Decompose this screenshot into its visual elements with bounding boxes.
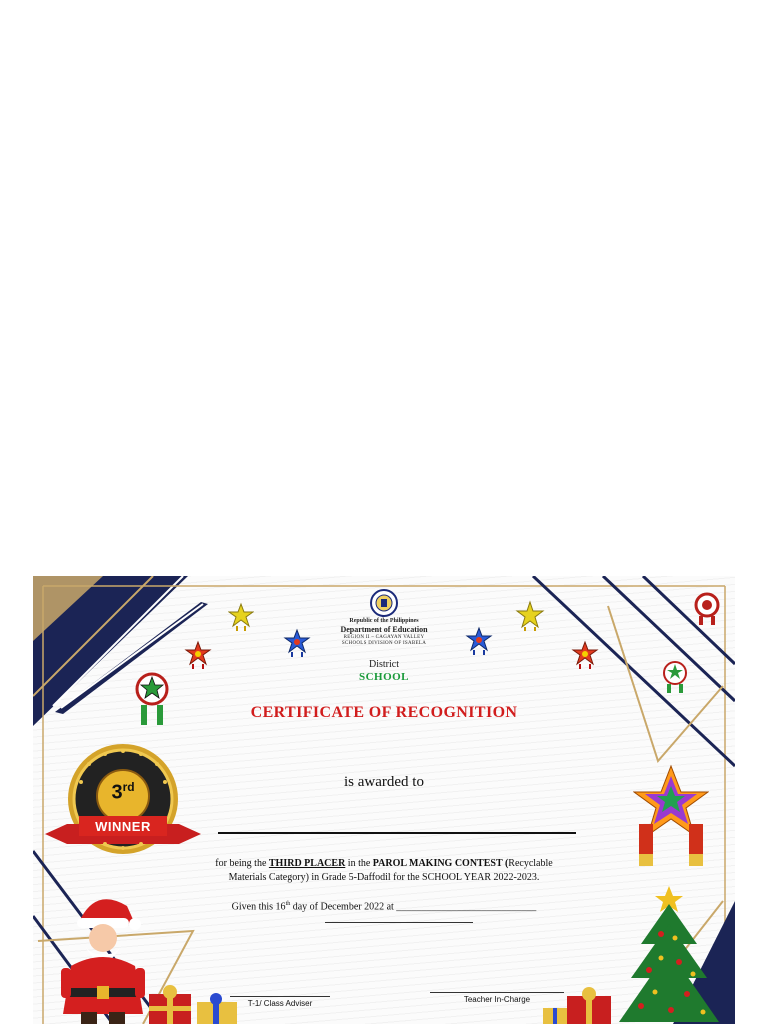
given-suffix: day of December 2022 at ____________________________ bbox=[290, 901, 537, 913]
region-label: REGION II – CAGAYAN VALLEY bbox=[343, 635, 425, 640]
school-label: SCHOOL bbox=[358, 671, 410, 683]
citation-part-2: in the bbox=[345, 858, 373, 869]
given-prefix: Given this 16 bbox=[231, 901, 286, 913]
badge-rank-number: 3 bbox=[111, 781, 123, 804]
citation-part-3: Recyclable bbox=[508, 858, 553, 869]
adviser-label: T-1/ Class Adviser bbox=[247, 999, 313, 1008]
christmas-tree-icon bbox=[617, 882, 721, 1024]
badge-winner-label: WINNER bbox=[95, 819, 151, 834]
deped-seal-icon bbox=[370, 589, 398, 617]
district-label: District bbox=[369, 659, 399, 670]
contest-text: PAROL MAKING CONTEST ( bbox=[372, 858, 509, 869]
santa-claus-icon bbox=[57, 888, 149, 1024]
republic-label: Republic of the Philippines bbox=[349, 618, 419, 624]
certificate-title: CERTIFICATE OF RECOGNITION bbox=[250, 704, 518, 721]
gift-boxes-right-icon bbox=[541, 986, 621, 1024]
third-winner-badge bbox=[45, 742, 205, 864]
badge-rank bbox=[103, 780, 143, 805]
citation-line-2: Materials Category) in Grade 5-Daffodil for the SCHOOL YEAR 2022-2023. bbox=[228, 872, 540, 883]
gift-boxes-left-icon bbox=[147, 984, 247, 1024]
badge-rank-suffix: rd bbox=[122, 780, 135, 794]
awarded-to-label: is awarded to bbox=[344, 774, 424, 790]
citation-text bbox=[33, 857, 735, 885]
division-label: SCHOOLS DIVISION OF ISABELA bbox=[341, 641, 427, 646]
given-sup: th bbox=[285, 901, 291, 907]
certificate bbox=[33, 576, 735, 1024]
placer-text: THIRD PLACER bbox=[268, 858, 346, 869]
citation-line-1 bbox=[33, 857, 735, 871]
teacher-label: Teacher In-Charge bbox=[463, 995, 531, 1004]
department-label: Department of Education bbox=[340, 625, 428, 634]
citation-part-1: for being the bbox=[215, 858, 269, 869]
deped-header bbox=[33, 618, 735, 647]
venue-line bbox=[325, 922, 473, 923]
recipient-name-line bbox=[218, 832, 576, 834]
